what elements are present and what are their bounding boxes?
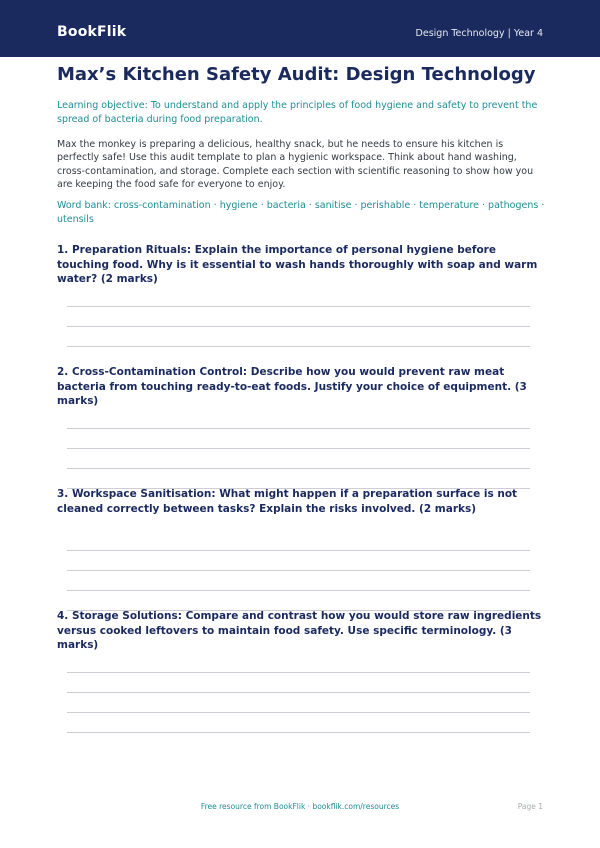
question-3: 3. Workspace Sanitisation: What might happen if a preparation surface is not cleaned correctly between tasks? Explain the risks involved. (2 marks) — [57, 488, 518, 515]
word-bank: Word bank: cross-contamination · hygiene · bacteria · sanitise · perishable · temperature · pathogens · utensils — [57, 200, 545, 225]
question-1: 1. Preparation Rituals: Explain the importance of personal hygiene before touching food. Why is it essential to wash hands thoroughly with soap and warm water? (2 marks) — [57, 244, 538, 285]
answer-line[interactable] — [67, 570, 530, 571]
answer-line[interactable] — [67, 428, 530, 429]
answer-line[interactable] — [67, 346, 530, 347]
intro-text: Max the monkey is preparing a delicious, healthy snack, but he needs to ensure his kitchen is perfectly safe! Use this audit template to plan a hygienic workspace. Think about hand washing, cross-contamination, and storage. Complete each section with scientific reasoning to show how you are keeping the food safe for everyone to enjoy. — [57, 139, 534, 190]
answer-line[interactable] — [67, 712, 530, 713]
brand-logo: BookFlik — [57, 24, 127, 40]
footer-link[interactable]: Free resource from BookFlik · bookflik.com/resources — [200, 802, 400, 811]
question-4: 4. Storage Solutions: Compare and contrast how you would store raw ingredients versus cooked leftovers to maintain food safety. Use specific terminology. (3 marks) — [57, 610, 542, 651]
subject-year-label: Design Technology | Year 4 — [415, 28, 543, 39]
answer-line[interactable] — [67, 672, 530, 673]
page-header — [0, 0, 600, 57]
answer-line[interactable] — [67, 732, 530, 733]
answer-line[interactable] — [67, 306, 530, 307]
answer-line[interactable] — [67, 590, 530, 591]
answer-line[interactable] — [67, 550, 530, 551]
answer-line[interactable] — [67, 692, 530, 693]
answer-line[interactable] — [67, 448, 530, 449]
learning-objective: Learning objective: To understand and apply the principles of food hygiene and safety to prevent the spread of bacteria during food preparation. — [57, 100, 538, 125]
page-title: Max’s Kitchen Safety Audit: Design Technology — [57, 64, 536, 85]
page-number: Page 1 — [517, 802, 543, 811]
question-2: 2. Cross-Contamination Control: Describe how you would prevent raw meat bacteria from touching ready-to-eat foods. Justify your choice of equipment. (3 marks) — [57, 366, 527, 407]
answer-line[interactable] — [67, 468, 530, 469]
answer-line[interactable] — [67, 326, 530, 327]
